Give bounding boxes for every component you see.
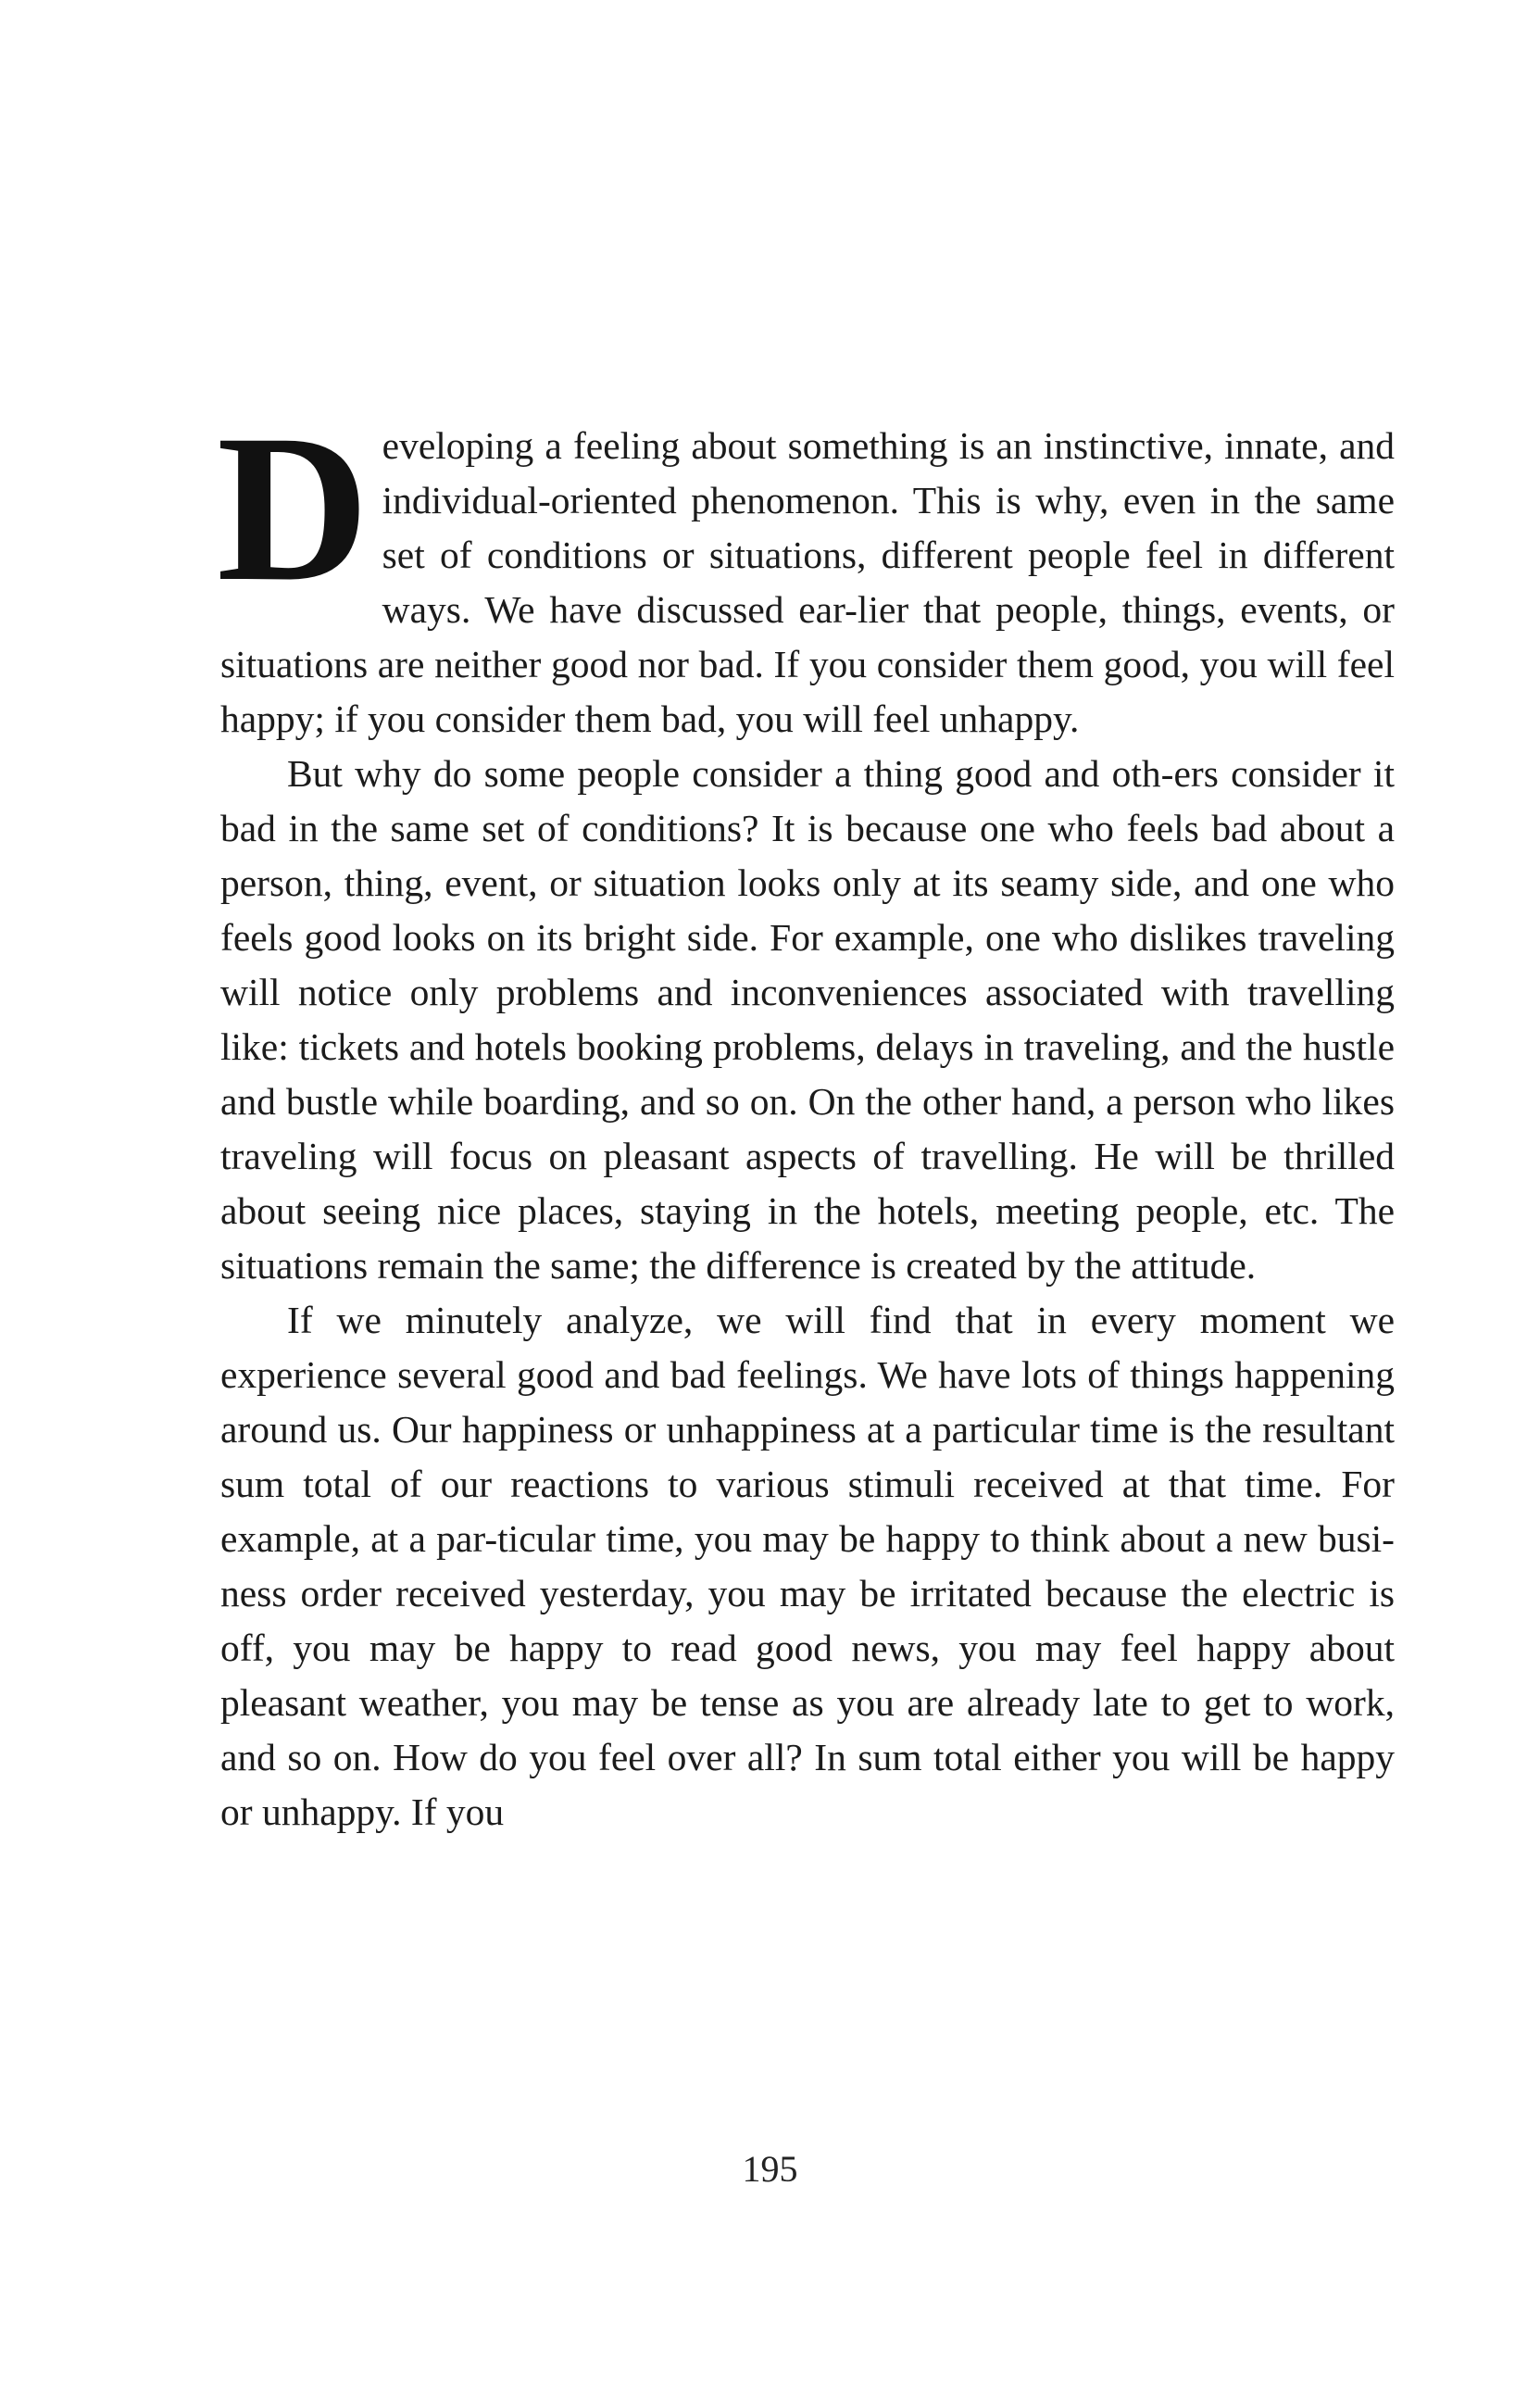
body-text: [217, 392, 1395, 1840]
drop-cap: D: [217, 392, 369, 625]
paragraph-2: But why do some people consider a thing good and oth-ers consider it bad in the same set of conditions? It is because one who feels bad about a person, thing, event, or situation looks only at its seamy side, and one who feels good looks on its bright side. For example, one who dislikes traveling will notice only problems and inconveniences associated with travelling like: tickets and hotels booking problems, delays in traveling, and the hustle and bustle while boarding, and so on. On the other hand, a person who likes traveling will focus on pleasant aspects of travelling. He will be thrilled about seeing nice places, staying in the hotels, meeting people, etc. The situations remain the same; the difference is created by the attitude.: [220, 752, 1395, 1287]
page-number: 195: [742, 2148, 798, 2190]
paragraph-3: If we minutely analyze, we will find that in every moment we experience several good and bad feelings. We have lots of things happening around us. Our happiness or unhappiness at a particular time is the resultant sum total of our reactions to various stimuli received at that time. For example, at a par-ticular time, you may be happy to think about a new busi-ness order received yesterday, you may be irritated because the electric is off, you may be happy to read good news, you may feel happy about pleasant weather, you may be tense as you are already late to get to work, and so on. How do you feel over all? In sum total either you will be happy or unhappy. If you: [220, 1299, 1395, 1833]
paragraph-1: [217, 392, 1395, 747]
paragraph-1-text: eveloping a feeling about something is an instinctive, innate, and individual-oriented phenomenon. This is why, even in the same set of conditions or situations, different people feel in different ways. We have discussed ear-lier that people, things, events, or situations are neither good nor bad. If you consider them good, you will feel happy; if you consider them bad, you will feel unhappy.: [220, 424, 1395, 740]
